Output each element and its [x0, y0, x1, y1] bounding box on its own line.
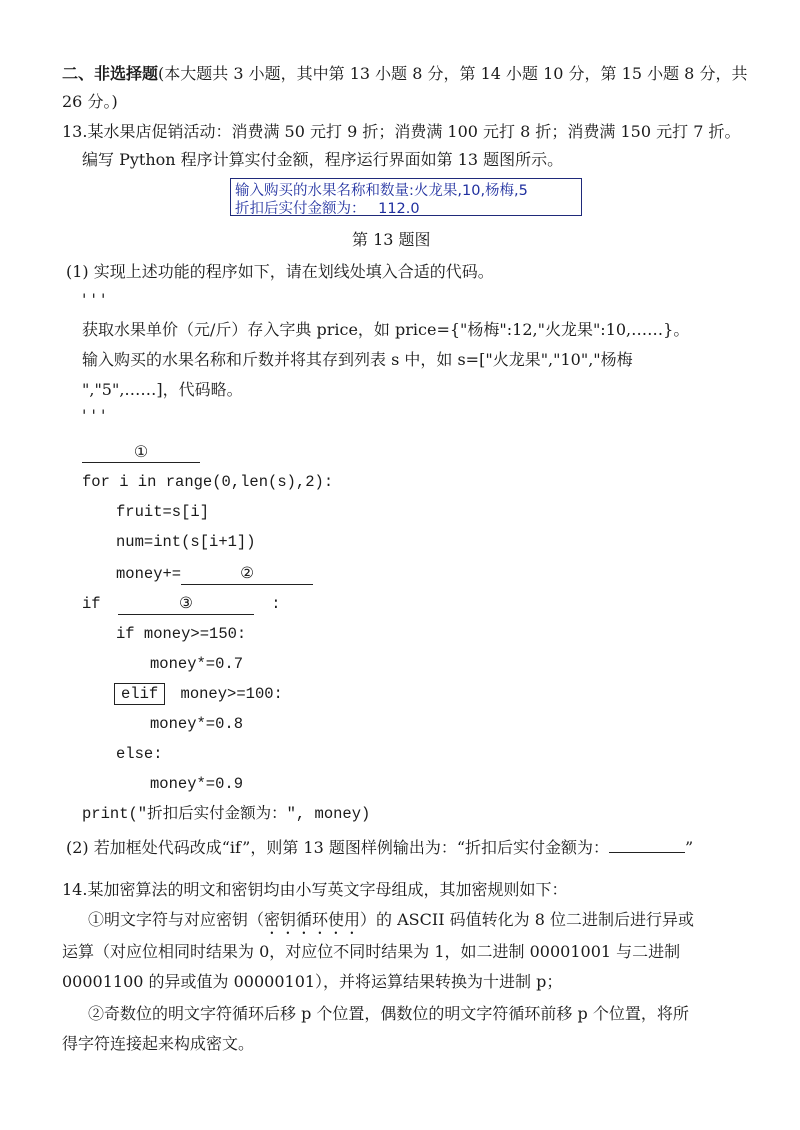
q13-part2-text: (2) 若加框处代码改成“if”，则第 13 题图样例输出为：“折扣后实付金额为： — [66, 838, 610, 857]
section-desc: (本大题共 3 小题，其中第 13 小题 8 分，第 14 小题 10 分，第 15 小题 8 分，共 — [158, 64, 748, 83]
section-header — [62, 62, 747, 86]
q13-part2 — [66, 836, 693, 860]
q14-rule2-line2: 得字符连接起来构成密文。 — [62, 1034, 255, 1053]
q13-stem-line1: 13.某水果店促销活动：消费满 50 元打 9 折；消费满 100 元打 8 折；消费满 150 元打 7 折。 — [62, 122, 741, 141]
q14-rule1-line1 — [88, 908, 694, 938]
console-output-label: 折扣后实付金额为： — [235, 201, 366, 217]
answer-blank-2[interactable]: ② — [181, 564, 313, 585]
code-print: print("折扣后实付金额为：", money) — [82, 805, 371, 823]
code-mul09: money*=0.9 — [150, 775, 244, 793]
console-output-value: 112.0 — [378, 201, 420, 217]
code-fruit: fruit=s[i] — [116, 503, 210, 521]
code-money-prefix: money+= — [116, 565, 182, 583]
figure-caption: 第 13 题图 — [352, 230, 431, 249]
code-elif-line — [114, 682, 283, 706]
code-num: num=int(s[i+1]) — [116, 533, 256, 551]
q14-rule2-line1: ②奇数位的明文字符循环后移 p 个位置，偶数位的明文字符循环前移 p 个位置，将所 — [88, 1004, 689, 1023]
code-mul08: money*=0.8 — [150, 715, 244, 733]
console-output-line — [235, 197, 420, 218]
q14-rule1-b: ）的 ASCII 码值转化为 8 位二进制后进行异或 — [360, 910, 694, 929]
comment-line1: 获取水果单价（元/斤）存入字典 price，如 price={"杨梅":12,"火龙果":10,……}。 — [82, 320, 690, 339]
boxed-elif-keyword: elif — [114, 683, 165, 705]
code-if-line — [82, 592, 281, 616]
comment-line3: ","5",……]，代码略。 — [82, 380, 243, 399]
docstring-close: ' ' ' — [82, 406, 106, 425]
emphasized-key-cycle: 密钥循环使用 — [264, 910, 361, 929]
comment-line2: 输入购买的水果名称和斤数并将其存到列表 s 中，如 s=["火龙果","10","杨梅 — [82, 350, 633, 369]
code-elif-condition: money>=100: — [180, 685, 283, 703]
answer-blank-1[interactable] — [82, 440, 200, 464]
docstring-open: ' ' ' — [82, 290, 106, 309]
q13-part1: (1) 实现上述功能的程序如下，请在划线处填入合适的代码。 — [66, 262, 494, 281]
section-desc-line2: 26 分。) — [62, 92, 118, 111]
answer-blank-3[interactable]: ③ — [118, 594, 254, 615]
q14-stem: 14.某加密算法的明文和密钥均由小写英文字母组成，其加密规则如下： — [62, 880, 568, 899]
code-money-add — [116, 562, 313, 586]
blank-1-marker: ① — [82, 442, 200, 463]
console-input-line: 输入购买的水果名称和数量:火龙果,10,杨梅,5 — [235, 183, 528, 199]
code-for-loop: for i in range(0,len(s),2): — [82, 473, 334, 491]
program-console-figure — [230, 178, 582, 216]
code-if-keyword: if — [82, 595, 101, 613]
code-if150: if money>=150: — [116, 625, 247, 643]
q13-part2-end: ” — [685, 838, 694, 857]
code-if-colon: : — [271, 595, 281, 613]
code-mul07: money*=0.7 — [150, 655, 244, 673]
q14-rule1-line2: 运算（对应位相同时结果为 0，对应位不同时结果为 1，如二进制 00001001 与二进制 — [62, 942, 681, 961]
q14-rule1-line3: 00001100 的异或值为 00000101），并将运算结果转换为十进制 p； — [62, 972, 563, 991]
q14-rule1-a: ①明文字符与对应密钥（ — [88, 910, 265, 929]
answer-blank-part2[interactable] — [609, 852, 685, 853]
section-title: 二、非选择题 — [62, 64, 159, 83]
q13-stem-line2: 编写 Python 程序计算实付金额，程序运行界面如第 13 题图所示。 — [82, 150, 564, 169]
code-else: else: — [116, 745, 163, 763]
